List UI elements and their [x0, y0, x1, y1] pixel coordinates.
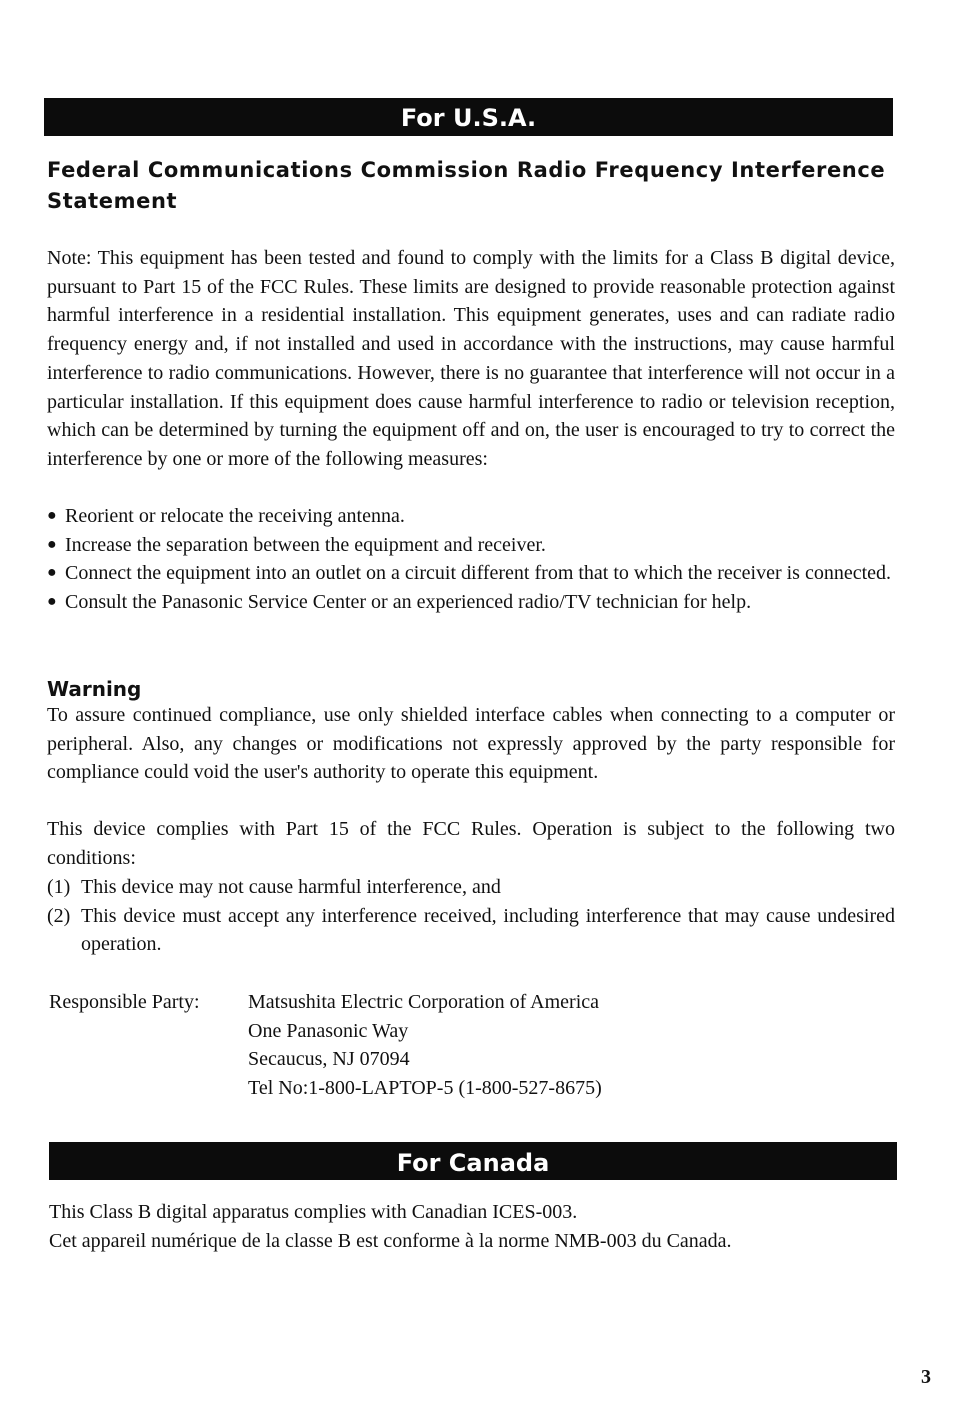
list-item	[47, 502, 895, 531]
warning-paragraph: To assure continued compliance, use only shielded interface cables when connecting to a computer or peripheral. Also, any changes or modifications not expressly approved by the party responsible for compliance could void the user's authority to operate this equipment.	[47, 704, 895, 784]
list-item	[47, 559, 895, 588]
responsible-party-address	[248, 988, 602, 1102]
condition-number: (1)	[47, 876, 71, 898]
usa-section-banner: For U.S.A.	[44, 98, 893, 136]
note-paragraph: Note: This equipment has been tested and found to comply with the limits for a Class B digital device, pursuant to Part 15 of the FCC Rules. These limits are designed to provide reasonable protection against harmful interference in a residential installation. This equipment generates, uses and can radiate radio frequency energy and, if not installed and used in accordance with the instructions, may cause harmful interference to radio communications. However, there is no guarantee that interference will not occur in a particular installation. If this equipment does cause harmful interference to radio or television reception, which can be determined by turning the equipment off and on, the user is encouraged to try to correct the interference by one or more of the following measures:	[47, 247, 895, 470]
measure-text: Increase the separation between the equipment and receiver.	[65, 533, 546, 556]
party-street: One Panasonic Way	[248, 1019, 409, 1042]
canada-english-line: This Class B digital apparatus complies with Canadian ICES-003.	[49, 1201, 578, 1223]
fcc-statement-heading: Federal Communications Commission Radio Frequency Interference Statement	[47, 158, 886, 213]
canada-french-line: Cet appareil numérique de la classe B est conforme à la norme NMB-003 du Canada.	[49, 1229, 732, 1252]
responsible-party-label: Responsible Party:	[49, 991, 200, 1013]
bullet-icon: ●	[47, 535, 57, 553]
measure-text: Connect the equipment into an outlet on a circuit different from that to which the receiver is connected.	[65, 562, 892, 585]
measure-text: Consult the Panasonic Service Center or an experienced radio/TV technician for help.	[65, 591, 752, 614]
bullet-icon: ●	[47, 507, 57, 524]
conditions-list	[47, 873, 895, 959]
page-number: 3	[921, 1366, 931, 1388]
bullet-icon: ●	[47, 564, 57, 582]
party-phone: Tel No:1-800-LAPTOP-5 (1-800-527-8675)	[248, 1076, 602, 1099]
measures-list	[47, 502, 895, 617]
condition-text: This device may not cause harmful interference, and	[81, 876, 501, 898]
list-item	[47, 588, 895, 617]
canada-statement	[49, 1198, 897, 1255]
party-company: Matsushita Electric Corporation of America	[248, 991, 600, 1013]
condition-number: (2)	[47, 904, 71, 927]
bullet-icon: ●	[47, 593, 57, 611]
warning-heading: Warning	[47, 677, 142, 701]
condition-text: This device must accept any interference received, including interference that may cause undesired operation.	[81, 904, 895, 956]
canada-section-banner: For Canada	[49, 1142, 897, 1180]
complies-paragraph: This device complies with Part 15 of the FCC Rules. Operation is subject to the following two conditions:	[47, 818, 895, 869]
measure-text: Reorient or relocate the receiving antenna.	[65, 505, 405, 527]
list-item	[47, 873, 895, 902]
list-item	[47, 902, 895, 959]
list-item	[47, 531, 895, 560]
party-city: Secaucus, NJ 07094	[248, 1048, 410, 1070]
